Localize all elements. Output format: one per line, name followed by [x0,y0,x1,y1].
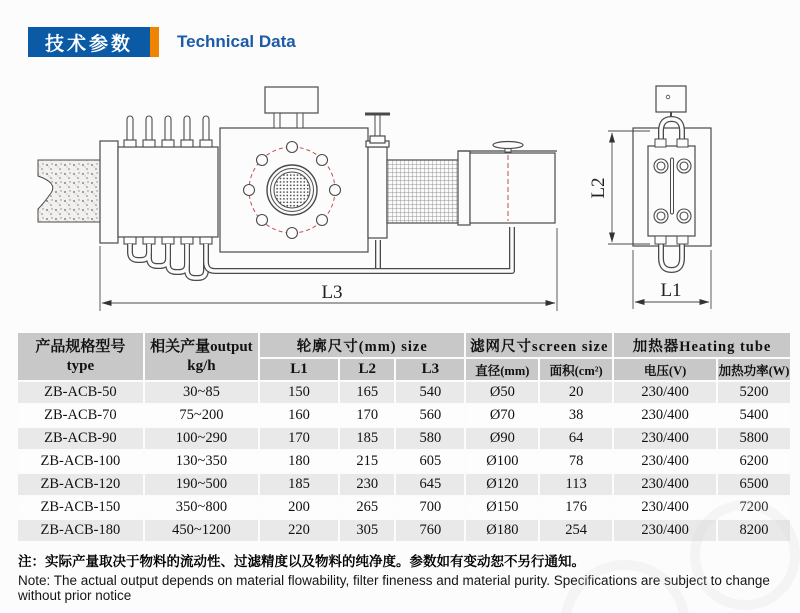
table-cell: 760 [396,520,464,541]
spec-table [16,331,792,543]
table-cell: 230/400 [614,451,716,472]
col-group-screen: 滤网尺寸screen size [466,333,612,357]
table-row [18,451,790,472]
heater-bottom-nuts [124,237,212,244]
heater-rods [124,116,212,147]
table-row [18,474,790,495]
col-header-type-en: type [66,357,95,374]
table-cell: 30~85 [145,382,258,403]
filter-screen [267,165,317,215]
table-cell: Ø150 [466,497,538,518]
table-row [18,497,790,518]
table-cell: 230/400 [614,497,716,518]
table-cell: Ø180 [466,520,538,541]
table-cell: 230/400 [614,520,716,541]
table-cell: 230/400 [614,382,716,403]
col-header-area: 面积(cm²) [540,359,612,380]
table-cell: 230/400 [614,474,716,495]
mesh-cylinder [387,160,460,223]
table-cell: 64 [540,428,612,449]
table-cell: 8200 [718,520,790,541]
table-cell: 38 [540,405,612,426]
table-row [18,382,790,403]
table-cell: 6200 [718,451,790,472]
table-cell: Ø90 [466,428,538,449]
table-row [18,405,790,426]
table-cell: 165 [340,382,394,403]
col-header-output [145,333,258,380]
table-row [18,428,790,449]
col-header-type [18,333,143,380]
col-header-voltage: 电压(V) [614,359,716,380]
table-cell: 6500 [718,474,790,495]
heater-block [118,147,218,237]
table-cell: ZB-ACB-150 [18,497,143,518]
plate-bolts [654,159,691,223]
table-cell: 160 [260,405,338,426]
table-cell: 350~800 [145,497,258,518]
col-header-output-zh: 相关产量output [150,338,253,355]
table-cell: 700 [396,497,464,518]
table-cell: 5200 [718,382,790,403]
table-cell: Ø120 [466,474,538,495]
table-cell: 305 [340,520,394,541]
dimension-l2 [608,131,650,244]
table-cell: 5800 [718,428,790,449]
table-cell: Ø50 [466,382,538,403]
dim-label-l2: L2 [588,177,609,199]
table-cell: Ø100 [466,451,538,472]
table-cell: 176 [540,497,612,518]
col-header-l2: L2 [340,359,394,380]
dimension-l3 [100,228,557,311]
table-cell: ZB-ACB-180 [18,520,143,541]
heater-u-tubes [130,244,206,278]
dim-label-l1: L1 [660,280,682,301]
table-cell: 580 [396,428,464,449]
note-zh: 注：实际产量取决于物料的流动性、过滤精度以及物料的纯净度。参数如有变动恕不另行通知。 [18,554,585,569]
plate-nuts [655,139,688,244]
top-u-tube [661,119,682,147]
watermark-circle [690,500,800,610]
table-cell: 265 [340,497,394,518]
page-title-en: Technical Data [177,32,296,51]
center-slot [671,158,674,214]
table-cell: ZB-ACB-50 [18,382,143,403]
table-cell: 605 [396,451,464,472]
table-cell: 230 [340,474,394,495]
table-cell: 450~1200 [145,520,258,541]
screen-changer-body [220,128,368,252]
table-cell: 540 [396,382,464,403]
bolt-circle [249,147,335,233]
table-cell: 100~290 [145,428,258,449]
table-cell: 180 [260,451,338,472]
table-cell: 185 [340,428,394,449]
terminal-box [656,86,686,119]
table-cell: 113 [540,474,612,495]
title-banner-zh [28,27,150,57]
table-cell: ZB-ACB-120 [18,474,143,495]
slide-plate [648,146,695,236]
title-accent-bar [150,27,159,57]
dim-label-l3: L3 [321,282,343,303]
bolts [244,142,341,239]
table-row [18,520,790,541]
table-body [18,382,790,541]
table-cell: 560 [396,405,464,426]
bottom-u-tube [661,244,682,270]
col-group-heating: 加热器Heating tube [614,333,790,357]
outlet-flange [365,114,390,238]
junction-box [265,87,318,128]
table-cell: ZB-ACB-70 [18,405,143,426]
table-cell: 75~200 [145,405,258,426]
main-view [38,87,557,311]
table-cell: 645 [396,474,464,495]
table-cell: 185 [260,474,338,495]
table-cell: 190~500 [145,474,258,495]
table-cell: 230/400 [614,428,716,449]
table-cell: 230/400 [614,405,716,426]
table-cell: 200 [260,497,338,518]
dimension-l1 [633,250,711,309]
table-cell: 5400 [718,405,790,426]
end-view-outer-frame [633,128,711,246]
table-cell: 254 [540,520,612,541]
table-cell: ZB-ACB-100 [18,451,143,472]
col-header-power: 加热功率(W) [718,359,790,380]
end-view [588,86,711,309]
table-cell: 150 [260,382,338,403]
col-header-type-zh: 产品规格型号 [35,338,126,355]
col-header-l1: L1 [260,359,338,380]
table-cell: 170 [340,405,394,426]
table-cell: ZB-ACB-90 [18,428,143,449]
note-en: Note: The actual output depends on material flowability, filter fineness and material purity. Specifications are subject to change without prior notice [18,573,770,603]
page-title-zh: 技术参数 [44,33,133,55]
inlet-flange [100,141,118,243]
col-group-size: 轮廓尺寸(mm) size [260,333,464,357]
end-cap [458,142,557,226]
table-cell: 130~350 [145,451,258,472]
col-header-diameter: 直径(mm) [466,359,538,380]
table-cell: Ø70 [466,405,538,426]
table-cell: 78 [540,451,612,472]
table-cell: 170 [260,428,338,449]
table-cell: 215 [340,451,394,472]
col-header-l3: L3 [396,359,464,380]
extruder-section [38,160,100,222]
connecting-pipe [206,227,512,271]
table-cell: 220 [260,520,338,541]
table-cell: 20 [540,382,612,403]
table-cell: 7200 [718,497,790,518]
col-header-output-unit: kg/h [187,357,216,374]
